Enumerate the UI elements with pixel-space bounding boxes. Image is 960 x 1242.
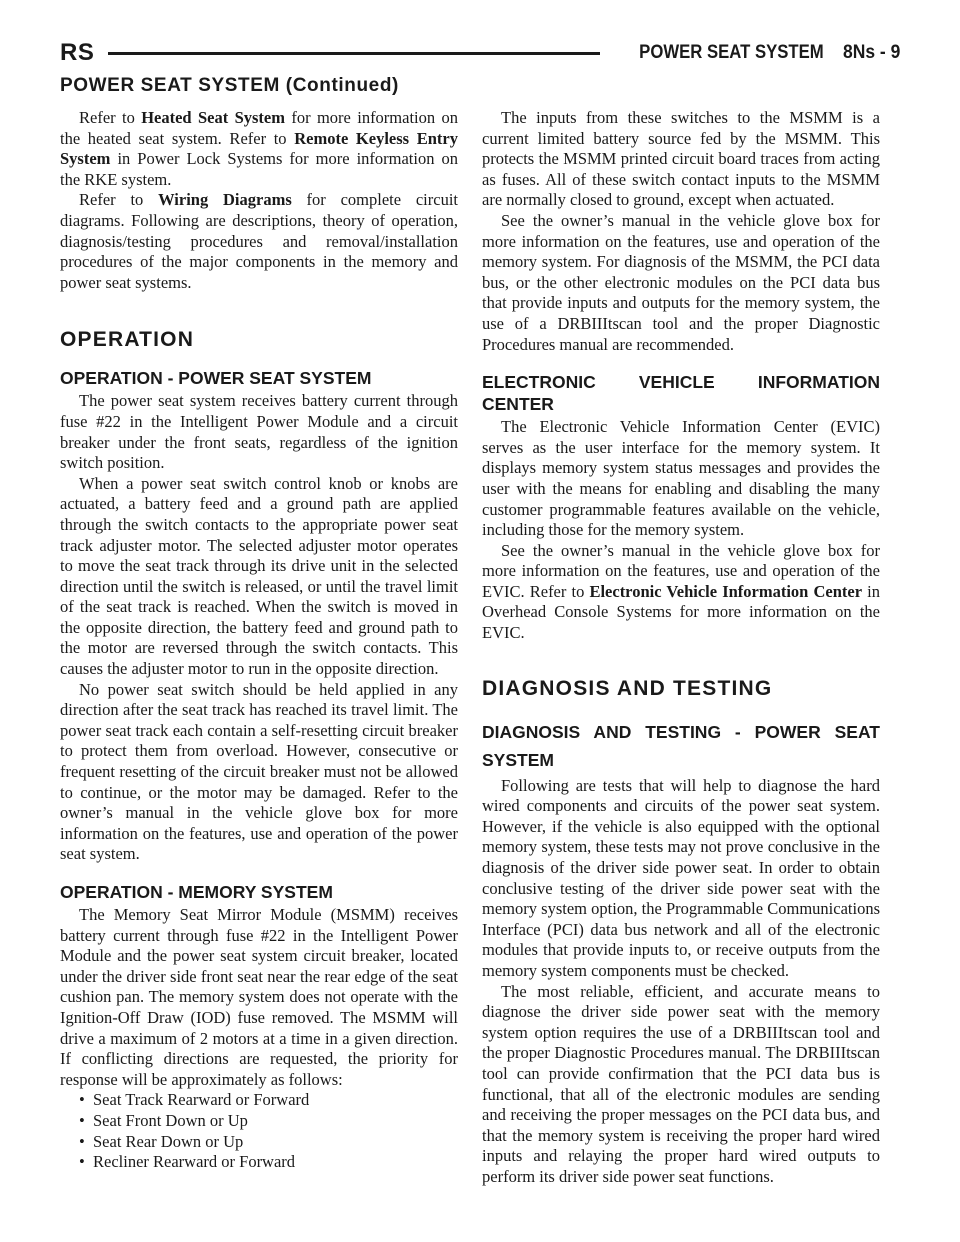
section-code: RS: [60, 39, 95, 66]
list-item: • Seat Rear Down or Up: [79, 1131, 244, 1151]
operation-heading: OPERATION: [60, 328, 195, 352]
operation-memory-heading: OPERATION - MEMORY SYSTEM: [60, 882, 333, 902]
evic-paragraph-2: See the owner’s manual in the vehicle glove box for more information on the features, use and operation of the EVIC. Refer to Electronic Vehicle Information Center in Overhead Console Systems for more information on the EVIC.: [482, 540, 880, 643]
diagnosis-heading: DIAGNOSIS AND TESTING: [482, 676, 773, 700]
heated-seat-system-ref: Heated Seat System: [141, 108, 285, 127]
trademark-symbol: t: [846, 1043, 851, 1063]
priority-list: [60, 1090, 458, 1172]
inputs-paragraph-1: The inputs from these switches to the MSMM is a current limited battery source fed by the MSMM. This protects the MSMM printed circuit board traces from acting as fuses. All of these switch contact inputs to the MSMM are normally closed to ground, except when actuated.: [482, 108, 880, 210]
header-rule: [108, 52, 600, 55]
bullet-icon: •: [79, 1152, 85, 1172]
evic-ref: Electronic Vehicle Information Center: [589, 581, 863, 601]
op-power-paragraph-3: No power seat switch should be held applied in any direction after the seat track has reached its travel limit. The power seat track each contain a self-resetting circuit breaker to protect them from overload. However, consecutive or frequent resetting of the circuit breaker must not be allowed to continue, or the motor may be damaged. Refer to the owner’s manual in the vehicle glove box for more information on the features, use and operation of the power seat system.: [60, 679, 458, 864]
diag-paragraph-1: Following are tests that will help to diagnose the hard wired components and circuits of the power seat system. However, if the vehicle is also equipped with the optional memory system, these tests may not prove conclusive in the diagnosis of the driver side power seat. In order to obtain conclusive testing of the driver side power seat with the memory system option, the Programmable Communications Interface (PCI) data bus network and all of the electronic modules that provide inputs to, or receive outputs from the memory system components must be checked.: [482, 775, 880, 980]
header-title: POWER SEAT SYSTEM: [639, 42, 824, 63]
wiring-diagrams-ref: Wiring Diagrams: [158, 190, 292, 210]
continued-heading: POWER SEAT SYSTEM (Continued): [60, 75, 399, 96]
op-power-paragraph-1: The power seat system receives battery current through fuse #22 in the Intelligent Power Module and a circuit breaker under the front seats, regardless of the ignition switch position.: [60, 391, 458, 473]
right-column: [482, 108, 880, 1188]
left-column: [60, 108, 458, 1173]
list-item: • Recliner Rearward or Forward: [79, 1152, 296, 1172]
bullet-icon: •: [79, 1090, 85, 1110]
bullet-icon: •: [79, 1131, 85, 1151]
trademark-symbol: t: [783, 1022, 788, 1042]
evic-heading: ELECTRONIC VEHICLE INFORMATION CENTER: [482, 372, 880, 415]
diag-paragraph-2: The most reliable, efficient, and accurate means to diagnose the driver side power seat with the memory system option requires the use of a DRBIIItscan tool and the proper Diagnostic Procedures manual. The DRBIIItscan tool can provide confirmation that the PCI data bus is functional, that all of the electronic modules are sending and receiving the proper messages on the PCI data bus, and that the memory system is receiving the proper hard wired inputs and relaying the proper hard wired outputs to perform its driver side power seat functions.: [482, 981, 880, 1186]
operation-power-seat-heading: OPERATION - POWER SEAT SYSTEM: [60, 368, 372, 389]
diagnosis-power-seat-heading: DIAGNOSIS AND TESTING - POWER SEAT SYSTEM: [482, 721, 880, 770]
intro-paragraph-2: Refer to Wiring Diagrams for complete circuit diagrams. Following are descriptions, theory of operation, diagnosis/testing procedures and removal/installation procedures of the major components in the memory and power seat systems.: [60, 190, 458, 292]
rke-system-ref: Remote Keyless Entry System: [60, 128, 458, 169]
bullet-icon: •: [79, 1110, 85, 1130]
op-memory-paragraph-1: The Memory Seat Mirror Module (MSMM) receives battery current through fuse #22 in the Intelligent Power Module and the power seat system circuit breaker, located under the driver side front seat near the rear edge of the seat cushion pan. The memory system does not operate with the Ignition-Off Draw (IOD) fuse removed. The MSMM will drive a maximum of 2 motors at a time in a given direction. If conflicting directions are requested, the priority for response will be approximately as follows:: [60, 905, 458, 1089]
intro-paragraph-1: Refer to Heated Seat System for more information on the heated seat system. Refer to Remote Keyless Entry System in Power Lock Systems for more information on the RKE system.: [60, 108, 458, 189]
list-item: • Seat Track Rearward or Forward: [79, 1090, 310, 1110]
page-header: [60, 38, 900, 68]
page-number: 8Ns - 9: [842, 42, 900, 63]
trademark-symbol: t: [607, 313, 613, 333]
evic-paragraph-1: The Electronic Vehicle Information Center (EVIC) serves as the user interface for the memory system. It displays memory system status messages and provides the user with the means for enabling and disabling the many customer programmable features available on the vehicle, including those for the memory system.: [482, 417, 880, 540]
list-item: • Seat Front Down or Up: [79, 1110, 248, 1130]
inputs-paragraph-2: See the owner’s manual in the vehicle glove box for more information on the features, use and operation of the memory system. For diagnosis of the MSMM, the PCI data bus, or the other electronic modules on the PCI data bus that provide inputs and outputs for the memory system, the use of a DRBIIItscan tool and the proper Diagnostic Procedures manual are recommended.: [482, 210, 880, 354]
op-power-paragraph-2: When a power seat switch control knob or knobs are actuated, a battery feed and a ground path are applied through the switch contacts to the appropriate power seat track adjuster motor. The selected adjuster motor operates to move the seat track through its drive unit in the selected direction until the switch is released, or until the travel limit of the seat track is reached. When the switch is moved in the opposite direction, the battery feed and ground path to the motor are reversed through the switch contacts. This causes the adjuster motor to run in the opposite direction.: [60, 473, 458, 679]
